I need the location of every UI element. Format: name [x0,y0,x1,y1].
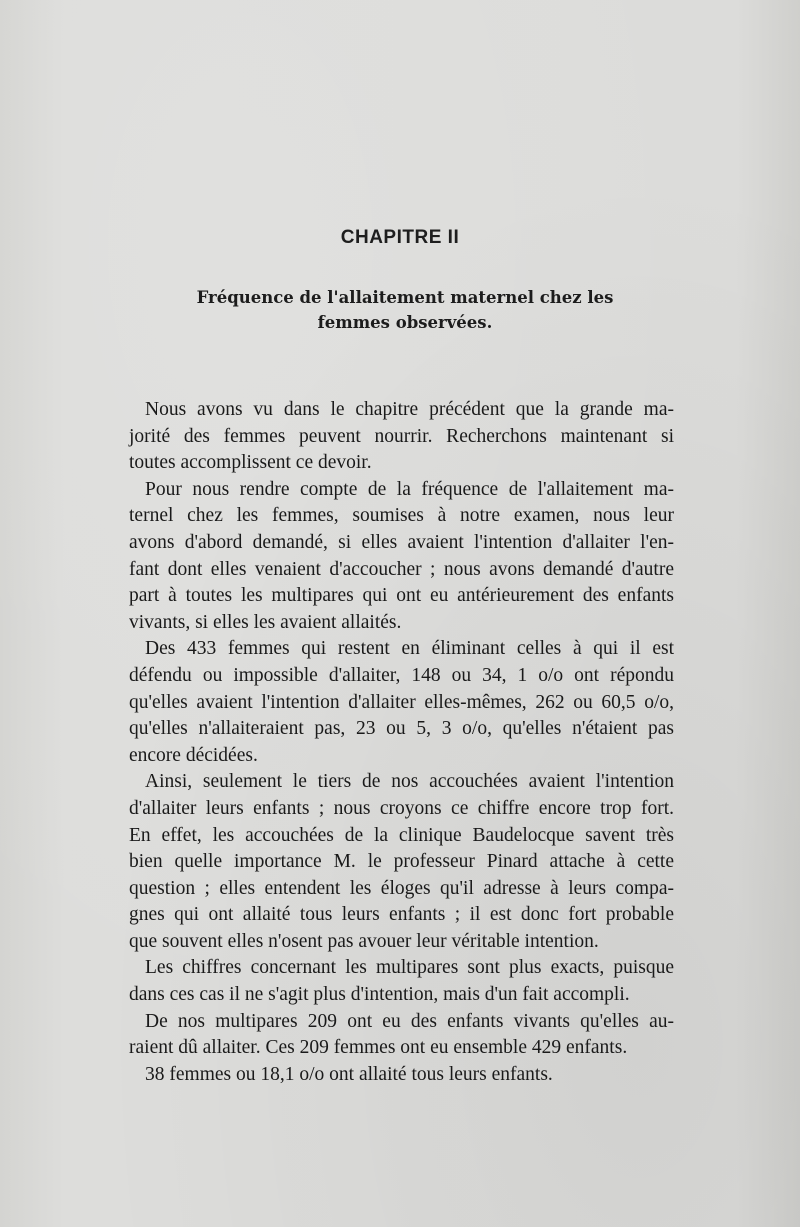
section-title [150,285,660,335]
text-line: Ainsi, seulement le tiers de nos accouchées avaient l'intention [145,771,674,793]
paragraph [129,1062,674,1089]
text-line: toutes accomplissent ce devoir. [129,452,372,474]
paragraph [129,955,674,1008]
text-line: raient dû allaiter. Ces 209 femmes ont eu ensemble 429 enfants. [129,1037,628,1059]
chapter-heading: CHAPITRE II [340,227,460,248]
text-line: bien quelle importance M. le professeur Pinard attache à cette [129,851,674,873]
text-line: question ; elles entendent les éloges qu'il adresse à leurs compa- [129,877,674,899]
text-line: jorité des femmes peuvent nourrir. Recherchons maintenant si [129,425,674,447]
text-line: 38 femmes ou 18,1 o/o ont allaité tous leurs enfants. [145,1063,553,1085]
text-line: d'allaiter leurs enfants ; nous croyons ce chiffre encore trop fort. [129,797,674,819]
text-line: part à toutes les multipares qui ont eu antérieurement des enfants [129,585,674,607]
text-line: qu'elles avaient l'intention d'allaiter elles-mêmes, 262 ou 60,5 o/o, [129,691,674,713]
text-line: fant dont elles venaient d'accoucher ; nous avons demandé d'autre [129,558,674,580]
section-title-line-2: femmes observées. [317,313,493,332]
text-line: dans ces cas il ne s'agit plus d'intention, mais d'un fait accompli. [129,984,630,1006]
text-line: qu'elles n'allaiteraient pas, 23 ou 5, 3 o/o, qu'elles n'étaient pas [129,718,674,740]
body-text [129,397,674,1088]
text-line: encore décidées. [129,744,258,766]
text-line: avons d'abord demandé, si elles avaient l'intention d'allaiter l'en- [129,531,674,553]
text-line: De nos multipares 209 ont eu des enfants vivants qu'elles au- [145,1010,674,1032]
paragraph [129,1009,674,1062]
text-line: Nous avons vu dans le chapitre précédent que la grande ma- [145,399,674,420]
paragraph [129,636,674,769]
text-line: Des 433 femmes qui restent en éliminant celles à qui il est [145,638,674,660]
text-line: vivants, si elles les avaient allaités. [129,611,402,633]
text-line: Les chiffres concernant les multipares sont plus exacts, puisque [145,957,674,979]
paragraph [129,397,674,477]
paragraph [129,769,674,955]
text-line: En effet, les accouchées de la clinique Baudelocque savent très [129,824,674,846]
text-line: que souvent elles n'osent pas avouer leur véritable intention. [129,930,599,952]
paragraph [129,477,674,637]
text-line: gnes qui ont allaité tous leurs enfants ; il est donc fort probable [129,904,674,926]
text-line: défendu ou impossible d'allaiter, 148 ou 34, 1 o/o ont répondu [129,664,674,686]
text-line: Pour nous rendre compte de la fréquence de l'allaitement ma- [145,478,674,500]
text-line: ternel chez les femmes, soumises à notre examen, nous leur [129,505,674,527]
section-title-line-1: Fréquence de l'allaitement maternel chez les [196,288,614,307]
